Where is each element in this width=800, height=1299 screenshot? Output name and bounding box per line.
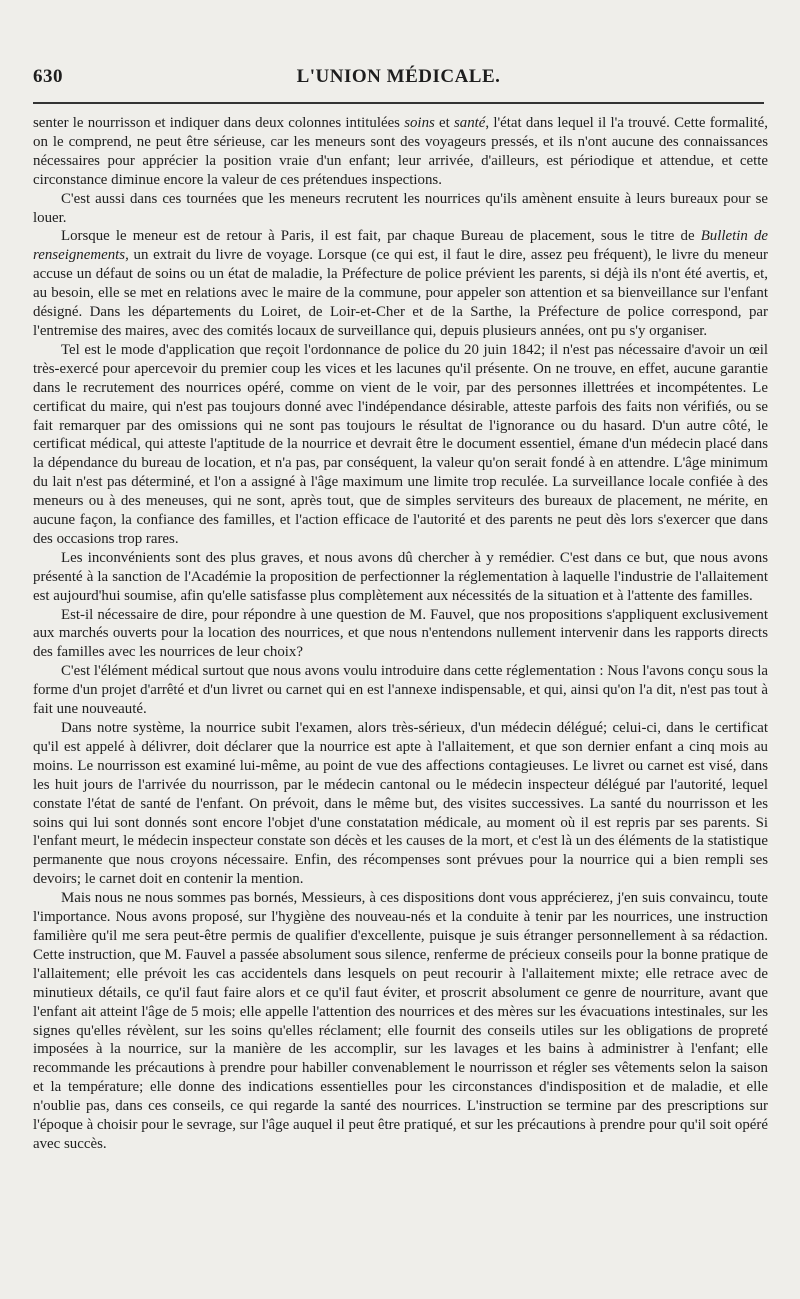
- page-number: 630: [33, 66, 63, 87]
- paragraph-3: Tel est le mode d'application que reçoit l'ordonnance de police du 20 juin 1842; il n'est pas nécessaire d'avoir un œil très-exercé pour apercevoir du premier coup les vices et les lacunes qu'il présente. On ne trouve, en effet, aucune garantie dans le recrutement des nourrices opéré, comme on vient de le voir, par des personnes illettrées et incompétentes. Le certificat du maire, qui n'est pas toujours donné avec l'indépendance désirable, atteste parfois des faits non vérifiés, ou se fait remarquer par des omissions qui ne sont pas toujours le résultat de l'ignorance ou du hasard. D'un autre côté, le certificat médical, qui atteste l'aptitude de la nourrice et devrait être le document essentiel, émane d'un médecin placé dans la dépendance du bureau de location, et n'a pas, par conséquent, la valeur qu'on serait fondé à en attendre. L'âge minimum du lait n'est pas déterminé, et l'on a assigné à l'âge maximum une limite trop reculée. La surveillance locale confiée à des meneurs ou à des meneuses, qui ne sont, après tout, que de simples serviteurs des bureaux de placement, ne mérite, en aucune façon, la confiance des familles, et l'action efficace de l'autorité et des parents ne peut dès lors s'exercer que dans des occasions trop rares.: [33, 341, 768, 547]
- paragraph-1: C'est aussi dans ces tournées que les meneurs recrutent les nourrices qu'ils amènent ensuite à leurs bureaux pour se louer.: [33, 190, 768, 226]
- italic-term: santé: [453, 115, 486, 131]
- running-header: [33, 66, 764, 104]
- paragraph-2: Lorsque le meneur est de retour à Paris, il est fait, par chaque Bureau de placement, sous le titre de Bulletin de renseignements, un extrait du livre de voyage. Lorsque (ce qui est, il faut le dire, assez peu fréquent), le livre du meneur accuse un défaut de soins ou un état de maladie, la Préfecture de police prévient les parents, si déjà ils n'ont été avertis, et, au besoin, elle se met en relations avec le maire de la commune, pour appeler son attention et sa bienveillance sur l'enfant désigné. Dans les départements du Loiret, de Loir-et-Cher et de la Sarthe, la Préfecture de police correspond, par l'entremise des maires, avec des comités locaux de surveillance qui, depuis plusieurs années, ont pu s'y organiser.: [33, 228, 769, 339]
- paragraph-4: Les inconvénients sont des plus graves, et nous avons dû chercher à y remédier. C'est dans ce but, que nous avons présenté à la sanction de l'Académie la proposition de perfectionner la réglementation à laquelle l'industrie de l'allaitement est aujourd'hui soumise, afin qu'elle satisfasse plus complètement aux nécessités de la situation et à l'attente des familles.: [33, 549, 768, 604]
- paragraph-7: Dans notre système, la nourrice subit l'examen, alors très-sérieux, d'un médecin délégué; celui-ci, dans le certificat qu'il est appelé à délivrer, doit déclarer que la nourrice est apte à l'allaitement, et que son dernier enfant a cinq mois au moins. Le nourrisson est examiné lui-même, au point de vue des affections contagieuses. Le livret ou carnet est visé, dans les huit jours de l'arrivée du nourrisson, par le médecin cantonal ou le médecin inspecteur délégué par l'autorité, lequel constate l'état de santé de l'enfant. On prévoit, dans le même but, des visites successives. La santé du nourrisson et les soins qui lui sont donnés sont encore l'objet d'une constatation médicale, au moment où il est repris par ses parents. Si l'enfant meurt, le médecin inspecteur constate son décès et les causes de la mort, et c'est là un des éléments de la statistique permanente que nous croyons nécessaire. Enfin, des récompenses sont prévues pour la nourrice qui a bien rempli ses devoirs; le carnet doit en contenir la mention.: [33, 720, 768, 888]
- journal-title: L'UNION MÉDICALE.: [296, 66, 501, 87]
- paragraph-5: Est-il nécessaire de dire, pour répondre à une question de M. Fauvel, que nos propositions s'appliquent exclusivement aux marchés ouverts pour la location des nourrices, et que nous n'entendons nullement intervenir dans les rapports directs des familles avec les nourrices de leur choix?: [33, 606, 768, 661]
- italic-term: soins: [404, 115, 435, 131]
- paragraph-8: Mais nous ne nous sommes pas bornés, Messieurs, à ces dispositions dont vous apprécierez, j'en suis convaincu, toute l'importance. Nous avons proposé, sur l'hygiène des nouveau-nés et la conduite à tenir par les nourrices, une instruction familière qu'il me sera peut-être permis de qualifier d'excellente, puisque je suis étranger personnellement à sa rédaction. Cette instruction, que M. Fauvel a passée absolument sous silence, renferme de précieux conseils pour la bonne pratique de l'allaitement; elle prévoit les cas accidentels dans lesquels on peut recourir à l'allaitement mixte; elle retrace avec de minutieux détails, ce qu'il faut faire alors et ce qu'il faut éviter, et proscrit absolument ce genre de nourriture, avant que l'enfant ait atteint l'âge de 5 mois; elle appelle l'attention des nourrices et des mères sur les évacuations intestinales, sur les signes qu'elles révèlent, sur les soins qu'elles réclament; elle fournit des conseils utiles sur les obligations de propreté imposées à la nourrice, sur la manière de les accomplir, sur les lavages et les bains à administrer à l'enfant; elle recommande les précautions à prendre pour habiller convenablement le nourrisson et régler ses vêtements selon la saison et la température; elle donne des indications essentielles pour les circonstances d'indisposition et de maladie, et elle n'oublie pas, dans ces conseils, ce qui regarde la santé des nourrices. L'instruction se termine par des prescriptions sur l'époque à choisir pour le sevrage, sur l'âge auquel il peut être pratiqué, et sur les précautions à prendre pour qu'il soit opéré avec succès.: [33, 890, 768, 1152]
- paragraph-6: C'est l'élément médical surtout que nous avons voulu introduire dans cette réglementation : Nous l'avons conçu sous la forme d'un projet d'arrêté et d'un livret ou carnet qui en est l'annexe indispensable, et qui, ainsi qu'on l'a dit, n'est pas tout à fait une nouveauté.: [33, 663, 768, 718]
- paragraph-0: senter le nourrisson et indiquer dans deux colonnes intitulées soins et santé, l'état dans lequel il l'a trouvé. Cette formalité, on le comprend, ne peut être sérieuse, car les meneurs sont des voyageurs pressés, et ils n'ont aucune des connaissances nécessaires pour apprécier la position vraie d'un enfant; leur arrivée, d'ailleurs, est périodique et attendue, et cette circonstance diminue encore la valeur de ces prétendues inspections.: [33, 115, 768, 188]
- italic-term: Bulletin de renseignements: [33, 228, 769, 264]
- article-body: [33, 114, 768, 1154]
